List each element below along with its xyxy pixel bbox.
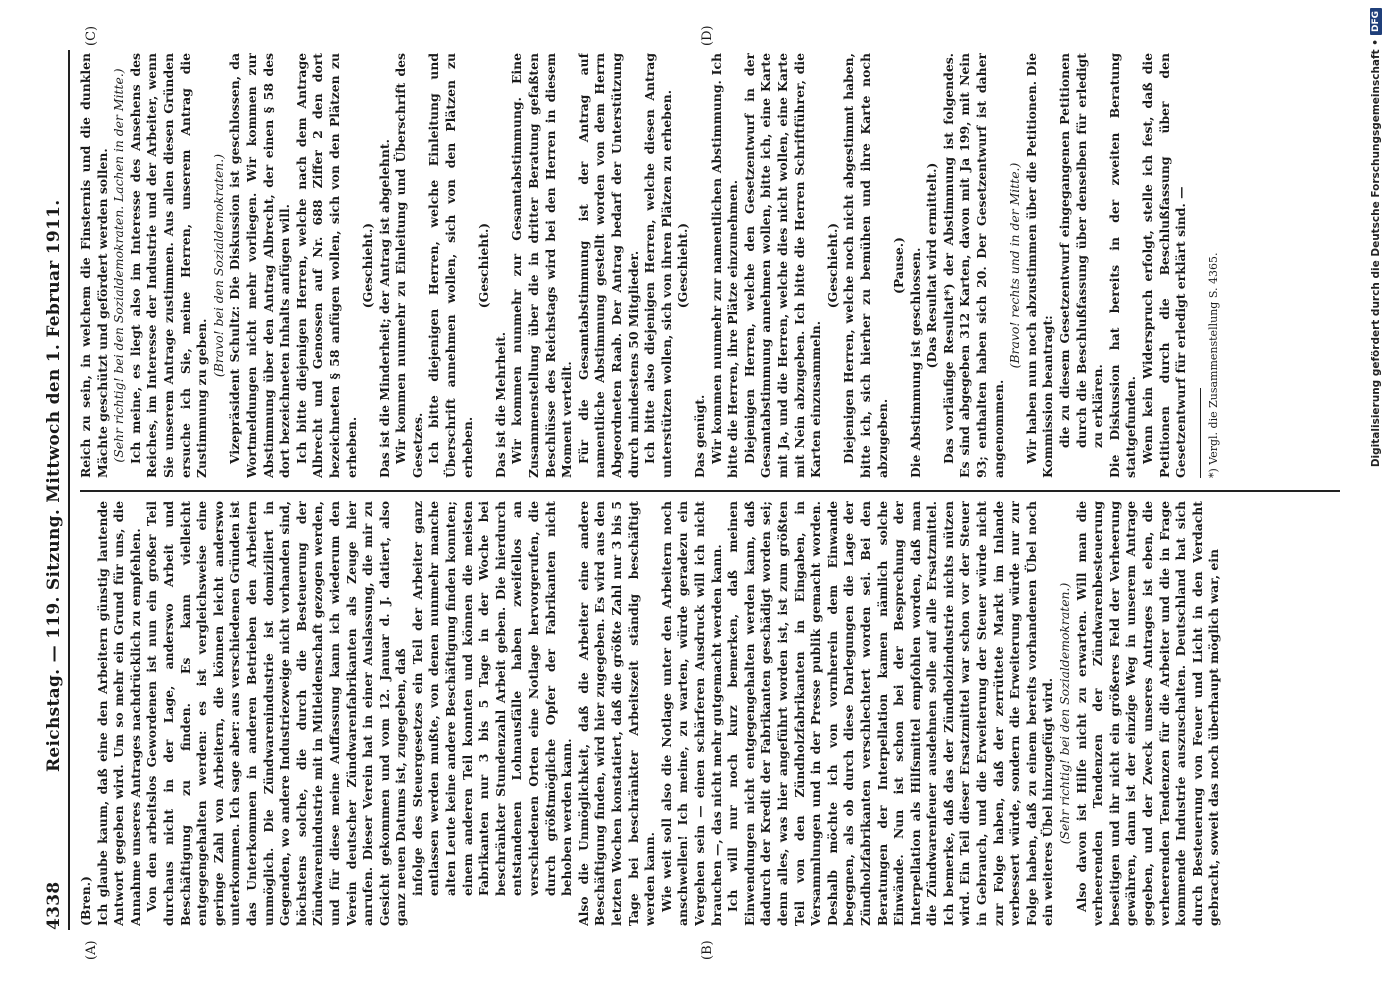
right-paragraph: Wenn kein Widerspruch erfolgt, stelle ich fest, daß die Petitionen durch die Beschlußfassung über den Gesetzentwurf für erledigt erklärt sind. — bbox=[1140, 53, 1189, 478]
right-paragraph: Ich bitte diejenigen Herren, welche nach dem Antrage Albrecht und Genossen auf Nr. 688 Ziffer 2 den dort bezeichneten § 58 anfügen wollen, sich von den Plätzen zu erheben. bbox=[293, 53, 359, 478]
left-paragraph: (Bren.) bbox=[78, 876, 93, 926]
margin-marker-d: (D) bbox=[700, 25, 715, 46]
right-paragraph: (Pause.) bbox=[891, 237, 907, 294]
left-paragraph: Ich will nur noch kurz bemerken, daß meinen Einwendungen nicht entgegengehalten werden kann, daß dadurch der Kredit der Fabrikanten geschädigt worden sei; denn alles, was hier angeführt worden ist, ist zum größten Teil von den Zündholzfabrikanten in Eingaben, in Versammlungen und in der Presse publik gemacht worden. Deshalb möchte ich von vornherein dem Einwande begegnen, als ob durch diese Darlegungen die Lage der Zündholzfabrikanten verschlechtert worden sei. Bei den Beratungen der Interpellation kamen nämlich solche Einwände. Nun ist schon bei der Besprechung der Interpellation als Hilfsmittel empfohlen worden, daß man die Zündwarenfeuer ausdehnen solle auf alle Ersatzmittel. Ich bemerke, daß das der Zündholzindustrie nichts nützen wird. Ein Teil dieser Ersatzmittel war schon vor der Steuer in Gebrauch, und die Erweiterung der Steuer würde nicht zur Folge haben, daß der zerrüttete Markt im Inlande verbessert würde, sondern die Erweiterung würde nur zur Folge haben, daß zu einem bereits vorhandenen Übel noch ein weiteres Übel hinzugefügt wird. bbox=[725, 501, 1056, 926]
right-paragraph: Wir kommen nunmehr zu Einleitung und Überschrift des Gesetzes. bbox=[393, 53, 425, 478]
page-number: 4338 bbox=[44, 881, 64, 930]
left-column bbox=[78, 501, 1348, 926]
digitization-credit bbox=[1358, 8, 1383, 993]
right-paragraph: (Sehr richtig! bei den Sozialdemokraten. Lachen in der Mitte.) bbox=[111, 68, 127, 463]
header-title: Reichstag. — 119. Sitzung. Mittwoch den 1. Februar 1911. bbox=[44, 199, 64, 772]
right-paragraph: Das vorläufige Resultat*) der Abstimmung ist folgendes. Es sind abgegeben 312 Karten, davon mit Ja 199, mit Nein 93; enthalten haben sich 20. Der Gesetzentwurf ist daher angenommen. bbox=[940, 53, 1006, 478]
right-paragraph: (Geschieht.) bbox=[824, 222, 840, 309]
right-paragraph: (Geschieht.) bbox=[675, 222, 691, 309]
left-paragraph: Ich glaube kaum, daß eine den Arbeitern günstig lautende Antwort gegeben wird. Um so mehr ein Grund für uns, die Annahme unseres Antrages nachdrücklich zu empfehlen. bbox=[94, 501, 143, 926]
right-paragraph: (Bravo! bei den Sozialdemokraten.) bbox=[210, 153, 226, 378]
right-paragraph: Ich bitte also diejenigen Herren, welche diesen Antrag unterstützen wollen, sich von ihren Plätzen zu erheben. bbox=[642, 53, 674, 478]
right-paragraph: Wir haben nun noch abzustimmen über die Petitionen. Die Kommission beantragt: bbox=[1023, 53, 1056, 478]
right-paragraph: Ich bitte diejenigen Herren, welche Einleitung und Überschrift annehmen wollen, sich von den Plätzen zu erheben. bbox=[426, 53, 475, 478]
dfg-logo: DFG bbox=[1370, 8, 1382, 35]
right-paragraph: die zu diesem Gesetzentwurf eingegangenen Petitionen durch die Beschlußfassung über denselben für erledigt zu erklären. bbox=[1057, 53, 1106, 448]
left-paragraph: Wie weit soll also die Notlage unter den Arbeitern noch anschwellen! Ich meine, zu warten, würde geradezu ein Vergehen sein — einen schärferen Ausdruck will ich nicht brauchen —, das nicht mehr gutgemacht werden kann. bbox=[658, 501, 724, 926]
right-paragraph: Diejenigen Herren, welche den Gesetzentwurf in der Gesamtabstimmung annehmen wollen, bitte ich, eine Karte mit Ja, und die Herren, welche dies nicht wollen, eine Karte mit Nein abzugeben. Ich bitte die Herren Schriftführer, die Karten einzusammeln. bbox=[741, 53, 824, 478]
margin-marker-c: (C) bbox=[84, 25, 99, 46]
page-content bbox=[0, 25, 1383, 960]
footnote-rule bbox=[1200, 388, 1201, 478]
margin-marker-a: (A) bbox=[84, 940, 99, 960]
right-paragraph: Ich meine, es liegt also im Interesse des Ansehens des Reiches, im Interesse der Industrie und der Arbeiter, wenn Sie unserem Antrage zustimmen. Aus allen diesen Gründen ersuche ich Sie, meine Herren, unserem Antrag die Zustimmung zu geben. bbox=[127, 53, 210, 478]
margin-marker-b: (B) bbox=[700, 940, 715, 960]
right-paragraph: Wir kommen nunmehr zur namentlichen Abstimmung. Ich bitte die Herren, ihre Plätze einzunehmen. bbox=[708, 53, 741, 478]
right-paragraph: (Das Resultat wird ermittelt.) bbox=[924, 162, 940, 369]
right-paragraph: Das ist die Mehrheit. bbox=[492, 331, 508, 478]
right-paragraph: Vizepräsident Schultz: Die Diskussion ist geschlossen, da Wortmeldungen nicht mehr vorliegen. Wir kommen zur Abstimmung über den Antrag Albrecht, der einen § 58 des dort bezeichneten Inhalts anfügen will. bbox=[227, 53, 293, 478]
column-divider bbox=[80, 490, 1340, 492]
left-paragraph: Also die Unmöglichkeit, daß die Arbeiter eine andere Beschäftigung finden, wird hier zugegeben. Es wird aus den letzten Wochen konstatiert, daß die größte Zahl nur 3 bis 5 Tage bei beschränkter Arbeitszeit ständig beschäftigt werden kann. bbox=[575, 501, 658, 926]
right-paragraph: Reich zu sein, in welchem die Finsternis und die dunklen Mächte geschützt und gefördert werden sollen. bbox=[78, 53, 110, 478]
left-paragraph: (Sehr richtig! bei den Sozialdemokraten.) bbox=[1057, 582, 1073, 845]
right-paragraph: Für die Gesamtabstimmung ist der Antrag auf namentliche Abstimmung gestellt worden von dem Herrn Abgeordneten Raab. Der Antrag bedarf der Unterstützung durch mindestens 50 Mitglieder. bbox=[575, 53, 641, 478]
digitization-credit-strip bbox=[1348, 8, 1383, 993]
running-header bbox=[36, 50, 70, 930]
left-paragraph: Von den arbeitslos Gewordenen ist nun ein großer Teil durchaus nicht in der Lage, anderswo Arbeit und Beschäftigung zu finden. Es kann vielleicht entgegengehalten werden: es ist vergleichsweise eine geringe Zahl von Arbeitern, die können leicht anderswo unterkommen. Ich sage aber: aus verschiedenen Gründen ist das Unterkommen in anderen Betrieben den Arbeitern unmöglich. Die Zündwarenindustrie ist domiziliert in Gegenden, wo andere Industriezweige nicht vorhanden sind, höchstens solche, die durch die Besteuerung der Zündwarenindustrie mit in Mitleidenschaft gezogen werden, und für diese meine Auffassung kann ich wiederum den Verein deutscher Zündwarenfabrikanten als Zeuge hier anrufen. Dieser Verein hat in einer Auslassung, die mir zu Gesicht gekommen und vom 12. Januar d. J. datiert, also ganz neuen Datums ist, zugegeben, daß bbox=[144, 501, 409, 926]
left-paragraph: infolge des Steuergesetzes ein Teil der Arbeiter ganz entlassen werden mußte, von denen nunmehr manche alten Leute keine andere Beschäftigung finden konnten; einem anderen Teil konnten und können die meisten Fabrikanten nur 3 bis 5 Tage in der Woche bei beschränkter Stundenzahl Arbeit geben. Die hierdurch entstandenen Lohnausfälle haben zweifellos an verschiedenen Orten eine Notlage hervorgerufen, die durch größtmögliche Opfer der Fabrikanten nicht behoben werden kann. bbox=[409, 501, 575, 896]
right-paragraph: (Bravo! rechts und in der Mitte.) bbox=[1007, 162, 1023, 369]
right-paragraph: Wir kommen nunmehr zur Gesamtabstimmung. Eine Zusammenstellung über die in dritter Beratung gefaßten Beschlüsse des Reichstags wird bei den Herren in diesem Moment verteilt. bbox=[509, 53, 575, 478]
credit-text: Digitalisierung gefördert durch die Deutsche Forschungsgemeinschaft • bbox=[1369, 39, 1382, 468]
right-paragraph: (Geschieht.) bbox=[360, 222, 376, 309]
right-paragraph: Das genügt. bbox=[691, 394, 707, 478]
left-paragraph: Also davon ist Hilfe nicht zu erwarten. Will man die verheerenden Tendenzen der Zündwarenbesteuerung beseitigen und ihr nicht ein größeres Feld der Verheerung gewähren, dann ist der einzige Weg in unserem Antrage gegeben, und der Zweck unseres Antrages ist eben, die verheerenden Tendenzen für die Arbeiter und die in Frage kommende Industrie auszuschalten. Deutschland hat sich durch Besteuerung von Feuer und Licht in den Verdacht gebracht, soweit das noch überhaupt möglich war, ein bbox=[1073, 501, 1222, 926]
footnote: *) Vergl. die Zusammenstellung S. 4365. bbox=[1206, 252, 1220, 478]
right-column bbox=[78, 53, 1348, 478]
right-paragraph: Die Abstimmung ist geschlossen. bbox=[907, 247, 923, 478]
right-paragraph: (Geschieht.) bbox=[476, 222, 492, 309]
right-paragraph: Diejenigen Herren, welche noch nicht abgestimmt haben, bitte ich, sich hierher zu bemühen und ihre Karte noch abzugeben. bbox=[841, 53, 890, 478]
right-paragraph: Das ist die Minderheit; der Antrag ist abgelehnt. bbox=[376, 139, 392, 478]
right-paragraph: Die Diskussion hat bereits in der zweiten Beratung stattgefunden. bbox=[1106, 53, 1139, 478]
